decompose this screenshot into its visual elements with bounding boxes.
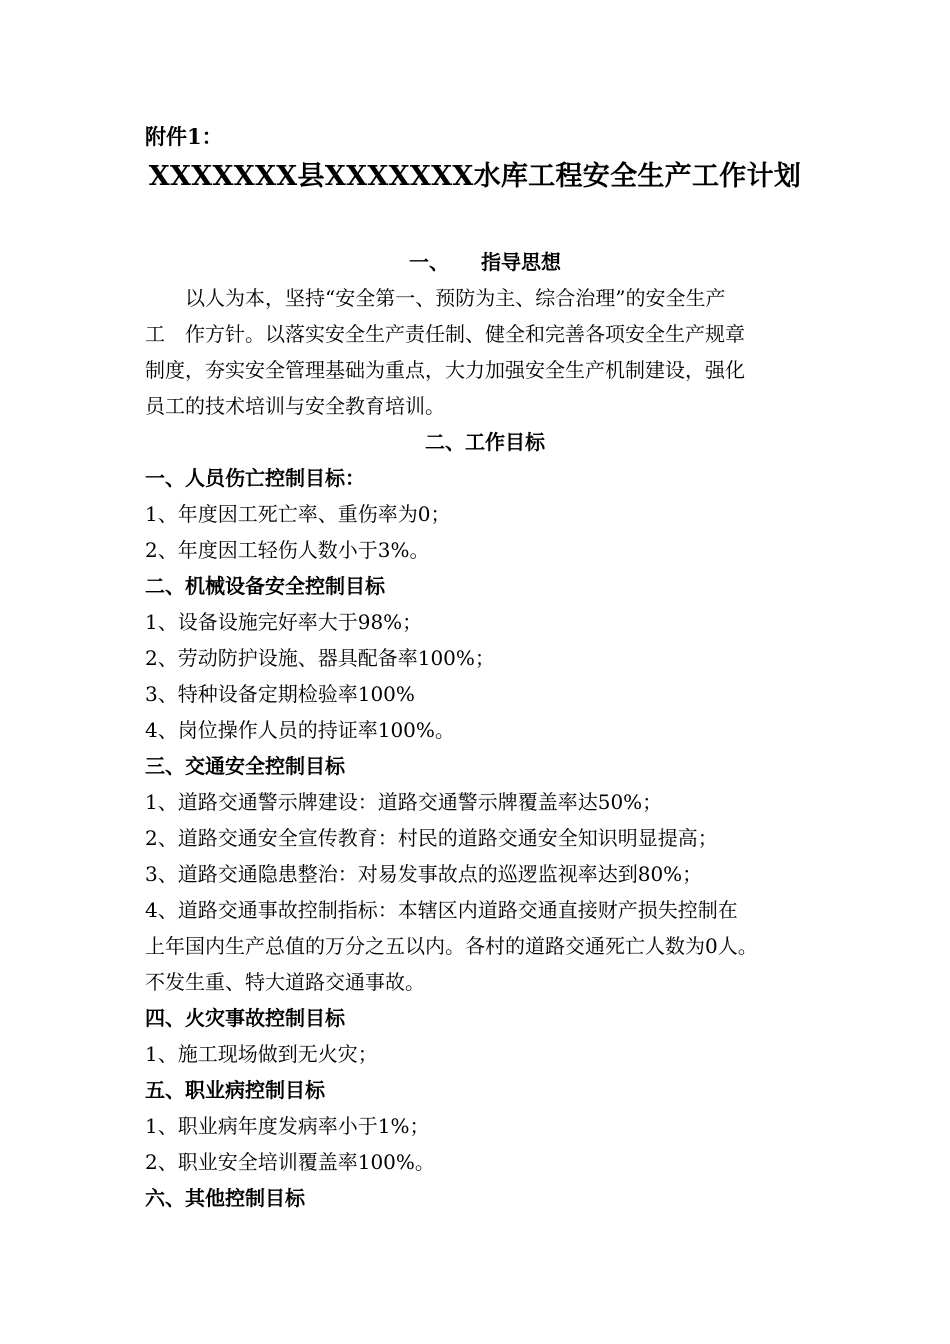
list-item: 1、道路交通警示牌建设：道路交通警示牌覆盖率达50%； (145, 790, 663, 814)
list-item: 1、年度因工死亡率、重伤率为0； (145, 502, 451, 526)
document-body (145, 244, 825, 1216)
section-heading-work-goals: 二、工作目标 (425, 430, 545, 454)
list-item: 3、道路交通隐患整治：对易发事故点的巡逻监视率达到80%； (145, 862, 703, 886)
subsection-heading: 五、职业病控制目标 (145, 1078, 325, 1102)
document-title: XXXXXXX县XXXXXXX水库工程安全生产工作计划 (148, 161, 802, 192)
subsection-heading: 四、火灾事故控制目标 (145, 1006, 345, 1030)
list-item: 不发生重、特大道路交通事故。 (145, 970, 425, 994)
section-title: 指导思想 (481, 250, 561, 274)
list-item: 4、道路交通事故控制指标：本辖区内道路交通直接财产损失控制在 (145, 898, 738, 922)
paragraph-line: 员工的技术培训与安全教育培训。 (145, 394, 445, 418)
section-heading-guiding-ideology (145, 244, 825, 280)
subsection-heading: 二、机械设备安全控制目标 (145, 574, 385, 598)
list-item: 4、岗位操作人员的持证率100%。 (145, 718, 455, 742)
subsection-heading: 六、其他控制目标 (145, 1186, 305, 1210)
subsection-heading: 一、人员伤亡控制目标： (145, 466, 365, 490)
list-item: 2、劳动防护设施、器具配备率100%； (145, 646, 495, 670)
paragraph-line: 工 作方针。以落实安全生产责任制、健全和完善各项安全生产规章 (145, 322, 745, 346)
list-item: 3、特种设备定期检验率100% (145, 682, 415, 706)
list-item: 1、施工现场做到无火灾； (145, 1042, 378, 1066)
list-item: 2、道路交通安全宣传教育：村民的道路交通安全知识明显提高； (145, 826, 718, 850)
section-number: 一、 (409, 250, 449, 274)
list-item: 2、年度因工轻伤人数小于3%。 (145, 538, 430, 562)
paragraph-line: 制度，夯实安全管理基础为重点，大力加强安全生产机制建设，强化 (145, 358, 745, 382)
attachment-label: 附件1： (145, 124, 223, 149)
paragraph-line: 以人为本，坚持“安全第一、预防为主、综合治理”的安全生产 (185, 286, 726, 310)
list-item: 1、设备设施完好率大于98%； (145, 610, 423, 634)
list-item: 2、职业安全培训覆盖率100%。 (145, 1150, 435, 1174)
list-item: 1、职业病年度发病率小于1%； (145, 1114, 430, 1138)
subsection-heading: 三、交通安全控制目标 (145, 754, 345, 778)
list-item: 上年国内生产总值的万分之五以内。各村的道路交通死亡人数为0人。 (145, 934, 758, 958)
